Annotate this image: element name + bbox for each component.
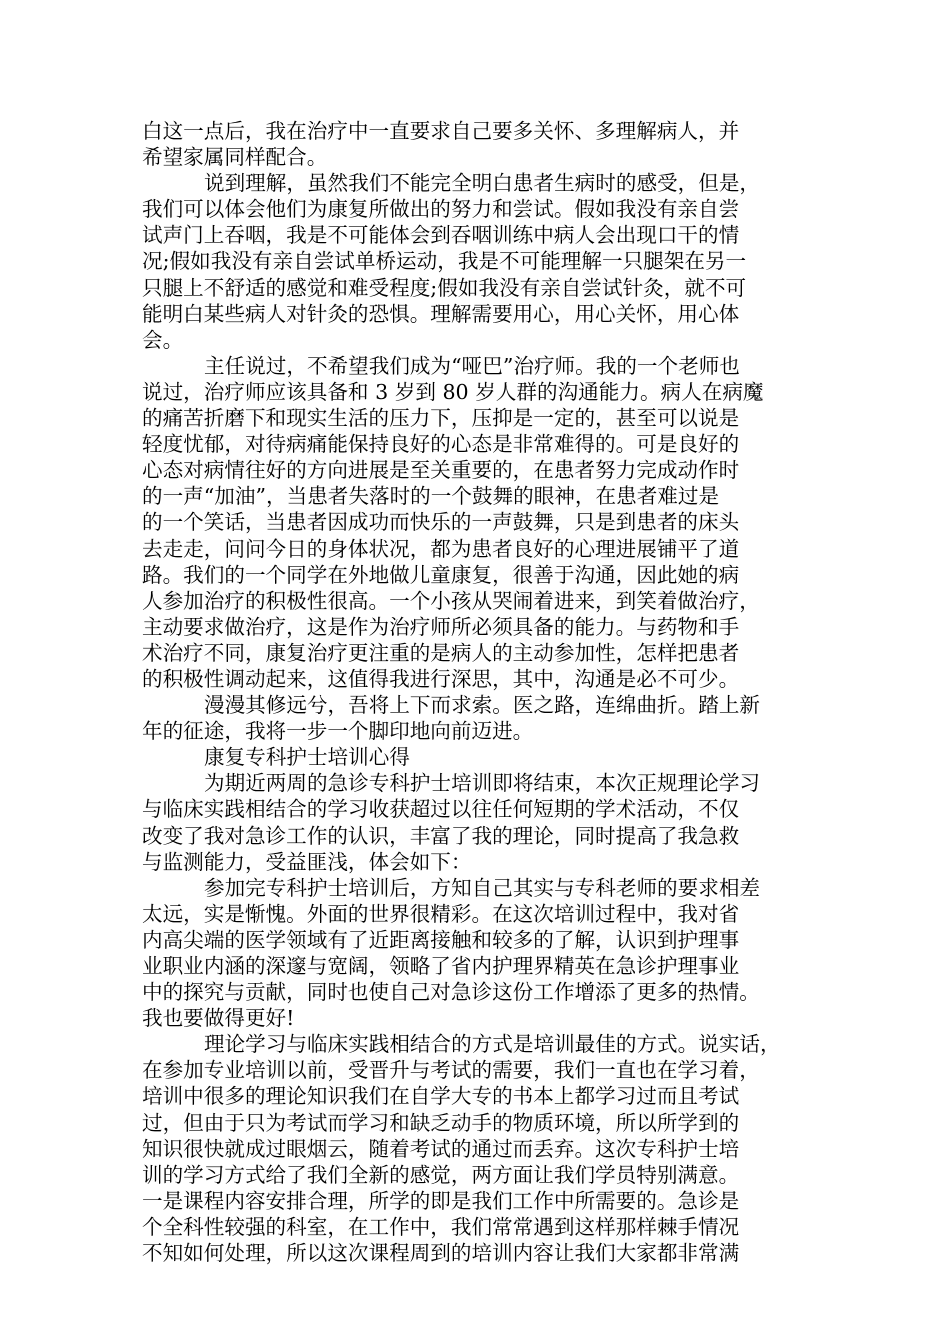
- text-line: 的一声“加油”，当患者失落时的一个鼓舞的眼神，在患者难过是: [142, 484, 720, 509]
- text-line: 业职业内涵的深邃与宽阔，领略了省内护理界精英在急诊护理事业: [142, 954, 740, 978]
- text-line: 主动要求做治疗，这是作为治疗师所必须具备的能力。与药物和手: [142, 614, 740, 639]
- text-line: 与监测能力，受益匪浅，体会如下：: [142, 849, 472, 874]
- text-line: 况;假如我没有亲自尝试单桥运动，我是不可能理解一只腿架在另一: [142, 249, 747, 274]
- text-line: 与临床实践相结合的学习收获超过以往任何短期的学术活动，不仅: [142, 797, 740, 822]
- text-line: 我也要做得更好!: [142, 1006, 295, 1031]
- paragraph-first-line: 参加完专科护士培训后，方知自己其实与专科老师的要求相差: [204, 875, 761, 900]
- text-line: 术治疗不同，康复治疗更注重的是病人的主动参加性，怎样把患者: [142, 640, 740, 665]
- paragraph-first-line: 主任说过，不希望我们成为“哑巴”治疗师。我的一个老师也: [204, 353, 740, 378]
- text-line: 年的征途，我将一步一个脚印地向前迈进。: [142, 719, 534, 744]
- text-line: 中的探究与贡献，同时也使自己对急诊这份工作增添了更多的热情。: [142, 980, 760, 1005]
- text-line: 知识很快就成过眼烟云，随着考试的通过而丢弃。这次专科护士培: [142, 1136, 740, 1161]
- text-line: 人参加治疗的积极性很高。一个小孩从哭闹着进来，到笑着做治疗，: [142, 588, 760, 613]
- text-line: 只腿上不舒适的感觉和难受程度;假如我没有亲自尝试针灸，就不可: [142, 275, 747, 300]
- text-line: 改变了我对急诊工作的认识，丰富了我的理论，同时提高了我急救: [142, 823, 740, 848]
- text-line: 能明白某些病人对针灸的恐惧。理解需要用心，用心关怀，用心体: [142, 301, 740, 326]
- paragraph-first-line: 漫漫其修远兮，吾将上下而求索。医之路，连绵曲折。踏上新: [204, 693, 761, 718]
- text-line: 轻度忧郁，对待病痛能保持良好的心态是非常难得的。可是良好的: [142, 432, 740, 457]
- document-body: [142, 118, 810, 1266]
- text-line: 太远，实是惭愧。外面的世界很精彩。在这次培训过程中，我对省: [142, 901, 740, 926]
- text-line: 路。我们的一个同学在外地做儿童康复，很善于沟通，因此她的病: [142, 562, 740, 587]
- text-line: 的积极性调动起来，这值得我进行深思，其中，沟通是必不可少。: [142, 666, 740, 691]
- text-line: 一是课程内容安排合理，所学的即是我们工作中所需要的。急诊是: [142, 1188, 740, 1213]
- text-line: 白这一点后，我在治疗中一直要求自己要多关怀、多理解病人，并: [142, 119, 740, 143]
- text-line: 试声门上吞咽，我是不可能体会到吞咽训练中病人会出现口干的情: [142, 223, 740, 248]
- text-line: 希望家属同样配合。: [142, 145, 328, 170]
- paragraph-first-line: 康复专科护士培训心得: [204, 745, 410, 770]
- text-line: 过，但由于只为考试而学习和缺乏动手的物质环境，所以所学到的: [142, 1110, 740, 1135]
- paragraph-first-line: 说到理解，虽然我们不能完全明白患者生病时的感受，但是，: [204, 171, 761, 196]
- text-line: 说过，治疗师应该具备和 3 岁到 80 岁人群的沟通能力。病人在病魔: [142, 379, 764, 404]
- text-line: 培训中很多的理论知识我们在自学大专的书本上都学习过而且考试: [142, 1084, 740, 1109]
- text-line: 去走走，问问今日的身体状况，都为患者良好的心理进展铺平了道: [142, 536, 740, 561]
- text-line: 不知如何处理，所以这次课程周到的培训内容让我们大家都非常满: [142, 1241, 740, 1266]
- text-line: 会。: [142, 327, 184, 352]
- text-line: 的痛苦折磨下和现实生活的压力下，压抑是一定的，甚至可以说是: [142, 406, 740, 431]
- text-line: 我们可以体会他们为康复所做出的努力和尝试。假如我没有亲自尝: [142, 197, 740, 222]
- text-line: 内高尖端的医学领域有了近距离接触和较多的了解，认识到护理事: [142, 927, 740, 952]
- paragraph-first-line: 为期近两周的急诊专科护士培训即将结束，本次正规理论学习: [204, 771, 761, 796]
- text-line: 训的学习方式给了我们全新的感觉，两方面让我们学员特别满意。: [142, 1162, 740, 1187]
- text-line: 的一个笑话，当患者因成功而快乐的一声鼓舞，只是到患者的床头: [142, 510, 740, 535]
- text-line: 个全科性较强的科室，在工作中，我们常常遇到这样那样棘手情况: [142, 1214, 740, 1239]
- text-line: 在参加专业培训以前，受晋升与考试的需要，我们一直也在学习着，: [142, 1058, 760, 1083]
- paragraph-first-line: 理论学习与临床实践相结合的方式是培训最佳的方式。说实话，: [204, 1032, 781, 1057]
- text-line: 心态对病情往好的方向进展是至关重要的，在患者努力完成动作时: [142, 458, 740, 483]
